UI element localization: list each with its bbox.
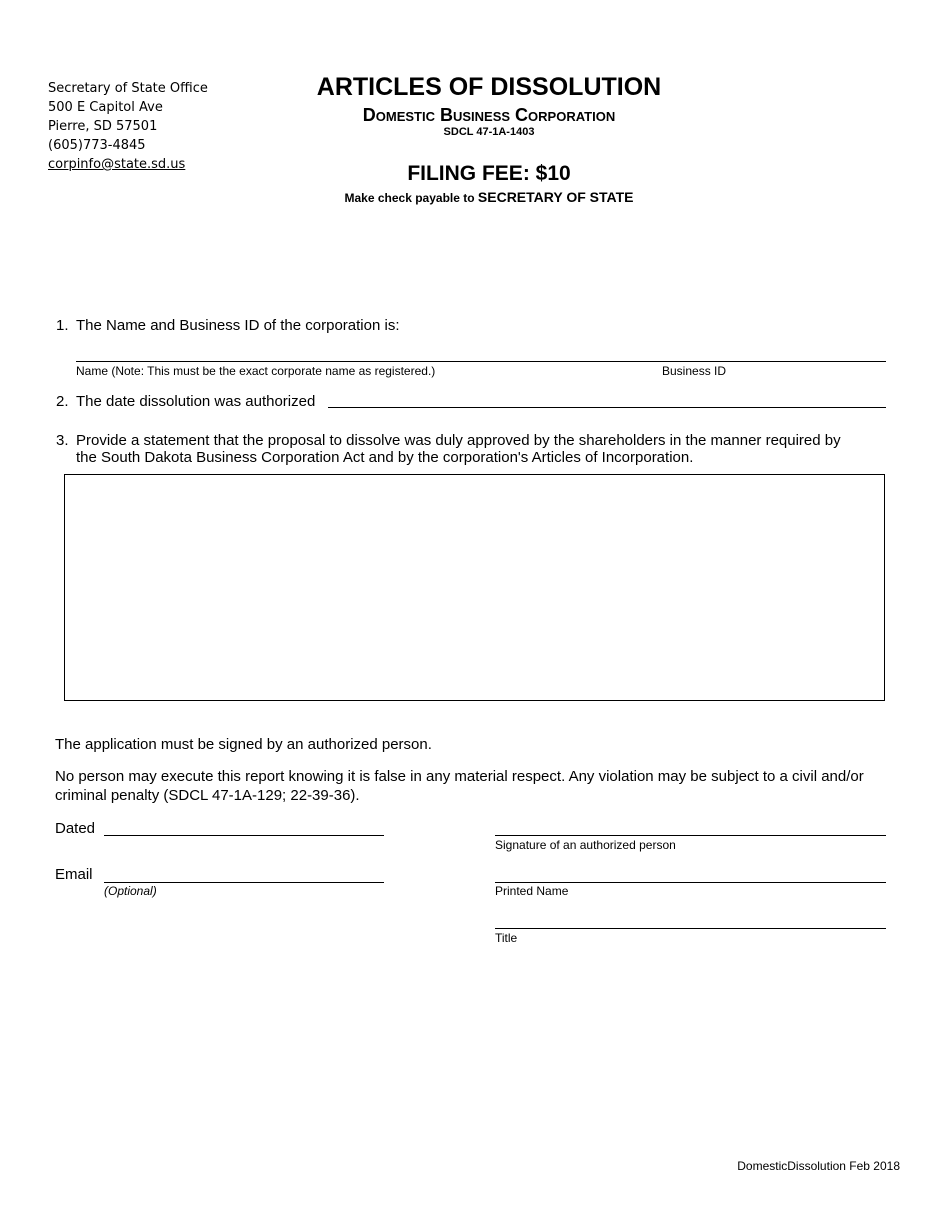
office-city: Pierre, SD 57501: [48, 119, 158, 134]
item-2-number: 2.: [56, 393, 69, 410]
signing-notice: The application must be signed by an authorized person.: [55, 736, 432, 753]
item-3-text-line2: the South Dakota Business Corporation Act and by the corporation's Articles of Incorporation.: [76, 449, 694, 466]
dated-field[interactable]: [104, 835, 384, 836]
statute-reference: SDCL 47-1A-1403: [443, 126, 535, 138]
item-3-number: 3.: [56, 432, 69, 449]
signature-caption: Signature of an authorized person: [495, 838, 676, 852]
office-phone: (605)773-4845: [48, 138, 146, 153]
item-1: [0, 317, 950, 337]
corporation-name-id-field[interactable]: [76, 361, 886, 362]
item-2-text: The date dissolution was authorized: [76, 393, 316, 410]
penalty-line-1: No person may execute this report knowing it is false in any material respect. Any violation may be subject to a civil and/or: [55, 768, 864, 785]
payable-prefix: Make check payable to: [344, 191, 475, 205]
penalty-line-2: criminal penalty (SDCL 47-1A-129; 22-39-36).: [55, 787, 360, 804]
email-optional-note: (Optional): [104, 884, 157, 898]
form-subtitle: Domestic Business Corporation: [362, 105, 616, 125]
item-1-number: 1.: [56, 317, 69, 334]
item-3-text-line1: Provide a statement that the proposal to dissolve was duly approved by the shareholders in the manner required by: [76, 432, 841, 449]
title-field[interactable]: [495, 928, 886, 929]
email-label: Email: [55, 866, 93, 883]
form-version: DomesticDissolution Feb 2018: [737, 1159, 900, 1173]
payable-note: [250, 189, 728, 206]
printed-name-caption: Printed Name: [495, 884, 569, 898]
office-name: Secretary of State Office: [48, 81, 208, 96]
title-caption: Title: [495, 931, 518, 945]
office-address: [48, 79, 208, 174]
filing-fee: FILING FEE: $10: [407, 162, 571, 185]
business-id-caption: Business ID: [662, 364, 727, 378]
statement-textbox[interactable]: [64, 474, 885, 701]
penalty-statement: [55, 767, 915, 805]
dated-label: Dated: [55, 820, 96, 837]
office-email-link[interactable]: corpinfo@state.sd.us: [48, 157, 186, 172]
office-street: 500 E Capitol Ave: [48, 100, 163, 115]
dissolution-date-field[interactable]: [328, 407, 886, 408]
email-field[interactable]: [104, 882, 384, 883]
item-3: [0, 432, 950, 468]
payable-to: SECRETARY OF STATE: [477, 189, 634, 205]
printed-name-field[interactable]: [495, 882, 886, 883]
signature-field[interactable]: [495, 835, 886, 836]
name-caption: Name (Note: This must be the exact corporate name as registered.): [76, 364, 436, 378]
item-1-text: The Name and Business ID of the corporation is:: [76, 317, 400, 334]
form-title: ARTICLES OF DISSOLUTION: [316, 73, 662, 101]
item-2: [0, 393, 950, 413]
